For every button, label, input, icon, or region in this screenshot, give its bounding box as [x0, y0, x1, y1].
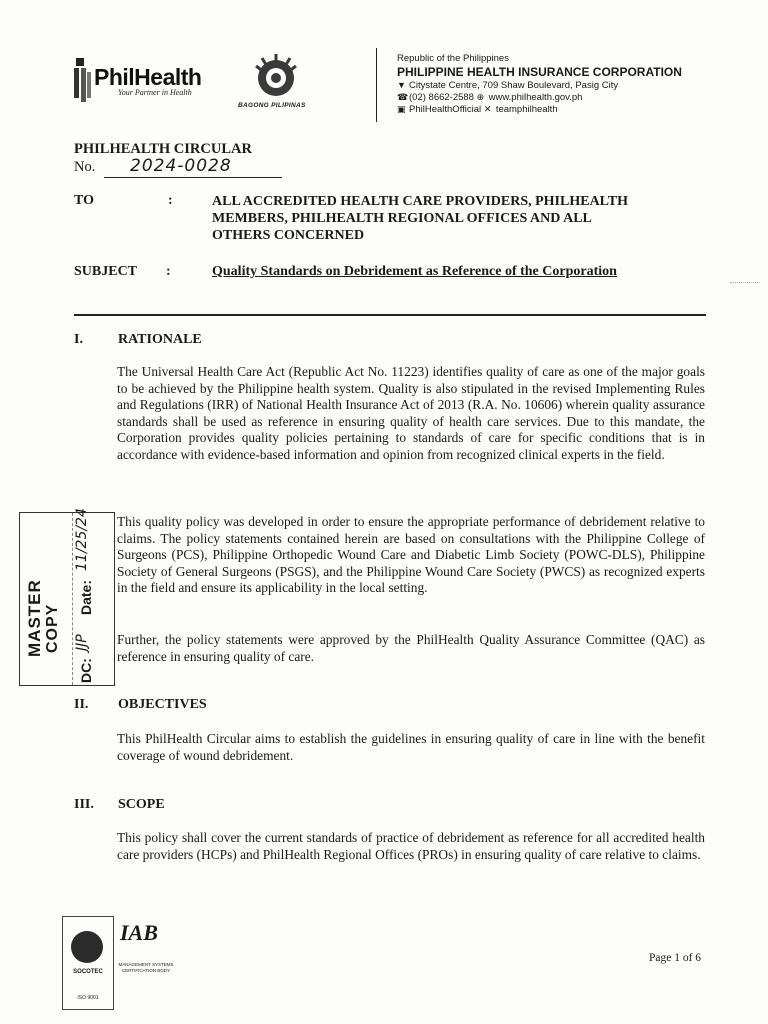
circular-number-underline: [104, 177, 282, 178]
header-contact-block: [397, 53, 682, 115]
master-copy-stamp: [19, 508, 115, 686]
phone-icon: ☎: [397, 92, 409, 102]
subject-text: Quality Standards on Debridement as Reference of the Corporation: [212, 264, 617, 279]
rationale-paragraph-2: This quality policy was developed in order to ensure the appropriate performance of debridement relative to claims. The policy statements contained herein are based on consultations with the Philippine College of Surgeons (PCS), Philippine Orthopedic Wound Care and Diabetic Limb Society (POWC-DLS), Philippine Society of General Surgeons (PSGS), and the Philippine Wound Care Society (PWCS) as recognized experts in the field and ensure its applicability in the local setting.: [117, 514, 705, 595]
phone-web-line: [397, 92, 682, 103]
margin-mark: [730, 282, 760, 284]
facebook-handle: PhilHealthOfficial: [409, 104, 482, 115]
republic-text: Republic of the Philippines: [397, 53, 509, 64]
objectives-paragraph: This PhilHealth Circular aims to establish the guidelines in ensuring quality of care in line with the benefit coverage of wound debridement.: [117, 731, 705, 763]
header-divider: [376, 48, 377, 122]
corporation-name: PHILIPPINE HEALTH INSURANCE CORPORATION: [397, 65, 682, 79]
stamp-date-value: 11/25/24: [74, 508, 90, 571]
socotec-iso: ISO 9001: [77, 995, 99, 1001]
subject-label: SUBJECT: [74, 264, 138, 279]
to-recipients: ALL ACCREDITED HEALTH CARE PROVIDERS, PHILHEALTH MEMBERS, PHILHEALTH REGIONAL OFFICES AND ALL OTHERS CONCERNED: [212, 194, 628, 243]
to-colon: :: [168, 193, 173, 208]
stamp-dc-value: JJP: [74, 634, 90, 651]
circular-title: PHILHEALTH CIRCULAR: [74, 141, 252, 157]
stamp-master-text: MASTER: [25, 579, 44, 657]
globe-icon: ⊕: [476, 92, 485, 102]
section-2-title: OBJECTIVES: [118, 697, 207, 712]
rationale-paragraph-1: The Universal Health Care Act (Republic Act No. 11223) identifies quality of care as one of the major goals to be achieved by the Philippine health system. Quality is also stipulated in the revised Implementing Rules and Regulations (IRR) of National Health Insurance Act of 2013 (R.A. No. 10606) wherein quality assurance standards shall be used as reference in ensuring quality of health care services. Due to this mandate, the Corporation provides quality policies pertaining to standards of care for specific conditions that is in accordance with evidence-based information and opinion from recognized clinical experts in the field.: [117, 364, 705, 462]
location-pin-icon: ▼: [397, 80, 406, 90]
section-3-number: III.: [74, 797, 94, 812]
x-icon: ✕: [483, 104, 492, 114]
facebook-icon: ▣: [397, 104, 406, 114]
page-number: Page 1 of 6: [649, 952, 702, 964]
philhealth-tagline: Your Partner in Health: [118, 88, 192, 97]
socotec-certification-badge: [62, 916, 114, 1010]
social-line: [397, 104, 682, 115]
heading-rule: [74, 314, 706, 316]
scope-paragraph: This policy shall cover the current standards of practice of debridement as reference for all accredited health care providers (HCPs) and PhilHealth Regional Offices (PROs) in ensuring quality of care relative to claims.: [117, 830, 705, 862]
stamp-content: [20, 508, 114, 685]
rationale-paragraph-3: Further, the policy statements were approved by the PhilHealth Quality Assurance Committee (QAC) as reference in ensuring quality of care.: [117, 632, 705, 664]
phone-text: (02) 8662-2588: [409, 92, 474, 103]
philhealth-wordmark: PhilHealth: [94, 64, 202, 90]
website-link[interactable]: www.philhealth.gov.ph: [488, 92, 583, 103]
address-text: Citystate Centre, 709 Shaw Boulevard, Pasig City: [409, 80, 619, 91]
bagong-pilipinas-seal-icon: [252, 52, 300, 100]
stamp-copy-text: COPY: [44, 603, 61, 653]
section-3-title: SCOPE: [118, 797, 165, 812]
circular-number-value: 2024-0028: [130, 156, 232, 176]
stamp-date-label: Date:: [78, 579, 94, 615]
socotec-logo-icon: [71, 931, 103, 963]
iab-caption: MANAGEMENT SYSTEMS CERTIFICATION BODY: [118, 962, 174, 973]
socotec-name: SOCOTEC: [73, 969, 103, 975]
address-line: [397, 80, 682, 91]
philhealth-emblem-icon: [72, 58, 94, 104]
circular-number-label: No.: [74, 159, 96, 175]
iab-logo-icon: IAB: [120, 920, 158, 945]
twitter-handle: teamphilhealth: [495, 104, 558, 115]
section-2-number: II.: [74, 697, 89, 712]
subject-colon: :: [166, 264, 171, 279]
section-1-title: RATIONALE: [118, 332, 202, 347]
section-1-number: I.: [74, 332, 83, 347]
philhealth-logo: [72, 58, 222, 106]
stamp-dc-label: DC:: [78, 658, 94, 683]
to-label: TO: [74, 193, 94, 208]
iab-certification-badge: [118, 920, 174, 1000]
seal-caption: BAGONG PILIPINAS: [238, 102, 306, 109]
